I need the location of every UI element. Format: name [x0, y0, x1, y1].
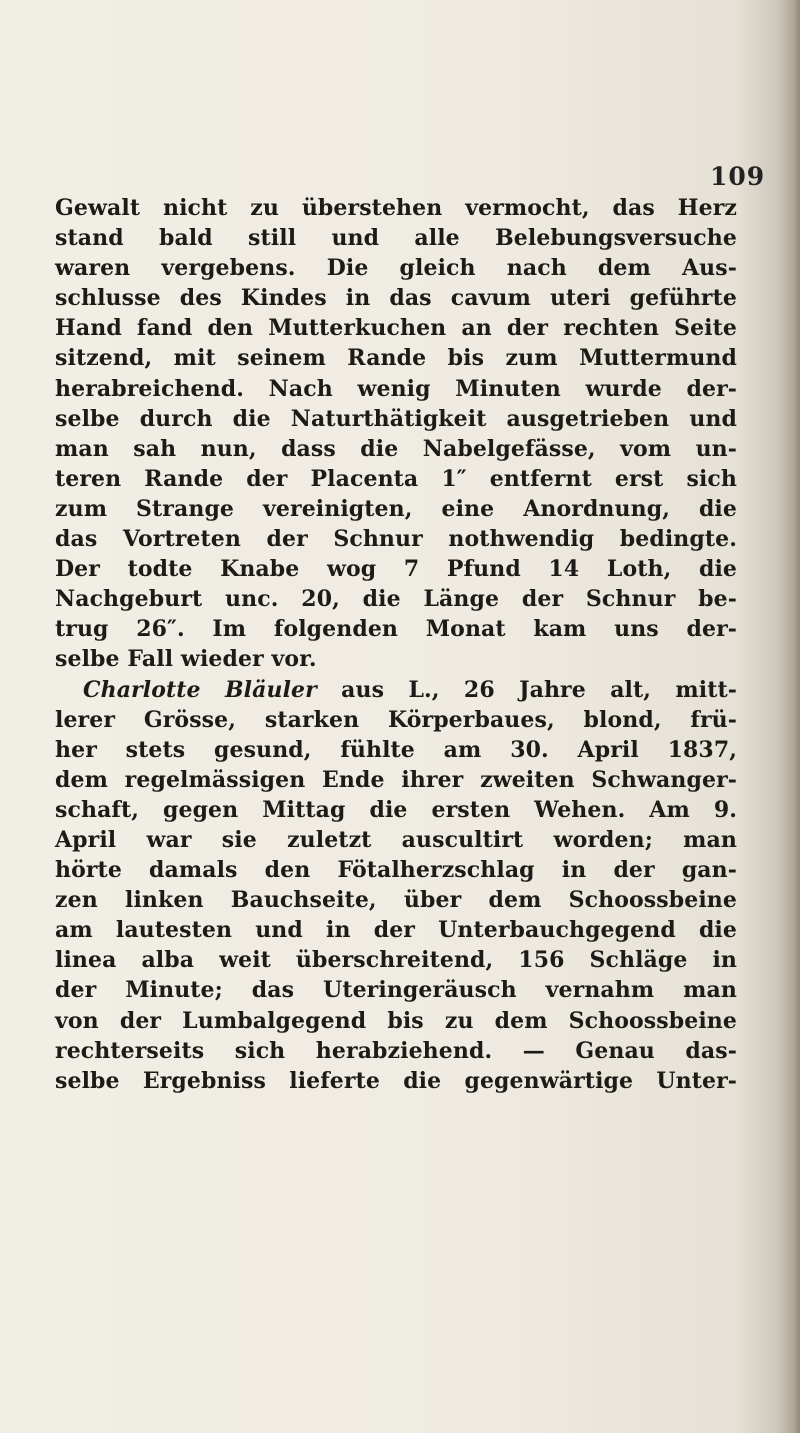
text-line: von der Lumbalgegend bis zu dem Schoossbeine	[55, 1007, 737, 1034]
text-line: selbe Ergebniss lieferte die gegenwärtige Unter-	[55, 1067, 737, 1094]
text-line: her stets gesund, fühlte am 30. April 1837,	[55, 736, 737, 763]
text-line: der Minute; das Uteringeräusch vernahm man	[55, 977, 737, 1004]
page-edge-shadow	[778, 0, 800, 1433]
text-line: zen linken Bauchseite, über dem Schoossbeine	[55, 887, 737, 914]
text-line: rechterseits sich herabziehend. — Genau das-	[55, 1037, 737, 1064]
text-line: waren vergebens. Die gleich nach dem Aus-	[55, 255, 737, 282]
paragraph-start-line	[55, 675, 737, 705]
text-line: linea alba weit überschreitend, 156 Schläge in	[55, 947, 737, 974]
text-line-rest: aus L., 26 Jahre alt, mitt-	[316, 676, 737, 703]
text-line: dem regelmässigen Ende ihrer zweiten Schwanger-	[55, 766, 737, 793]
text-line: schlusse des Kindes in das cavum uteri geführte	[55, 285, 737, 312]
text-line: zum Strange vereinigten, eine Anordnung, die	[55, 495, 737, 522]
text-line: April war sie zuletzt auscultirt worden; man	[55, 826, 737, 853]
text-line: selbe durch die Naturthätigkeit ausgetrieben und	[55, 405, 737, 432]
text-line: teren Rande der Placenta 1″ entfernt erst sich	[55, 465, 737, 492]
body-text	[55, 193, 737, 1096]
text-line: hörte damals den Fötalherzschlag in der gan-	[55, 857, 737, 884]
text-line: sitzend, mit seinem Rande bis zum Muttermund	[55, 345, 737, 372]
text-line: das Vortreten der Schnur nothwendig bedingte.	[55, 526, 737, 553]
text-line: am lautesten und in der Unterbauchgegend die	[55, 917, 737, 944]
text-line: Nachgeburt unc. 20, die Länge der Schnur be-	[55, 586, 737, 613]
text-line: man sah nun, dass die Nabelgefässe, vom un-	[55, 435, 737, 462]
text-line: Hand fand den Mutterkuchen an der rechten Seite	[55, 315, 737, 342]
text-line: selbe Fall wieder vor.	[55, 646, 317, 673]
text-line: Der todte Knabe wog 7 Pfund 14 Loth, die	[55, 556, 737, 583]
text-line: schaft, gegen Mittag die ersten Wehen. Am 9.	[55, 796, 737, 823]
page-number: 109	[710, 162, 766, 191]
text-line: lerer Grösse, starken Körperbaues, blond, frü-	[55, 706, 737, 733]
text-line: trug 26″. Im folgenden Monat kam uns der-	[55, 616, 737, 643]
text-line: herabreichend. Nach wenig Minuten wurde der-	[55, 375, 737, 402]
text-line: stand bald still und alle Belebungsversuche	[55, 225, 737, 252]
patient-name: Charlotte Bläuler	[83, 676, 317, 703]
text-line: Gewalt nicht zu überstehen vermocht, das Herz	[55, 195, 737, 221]
